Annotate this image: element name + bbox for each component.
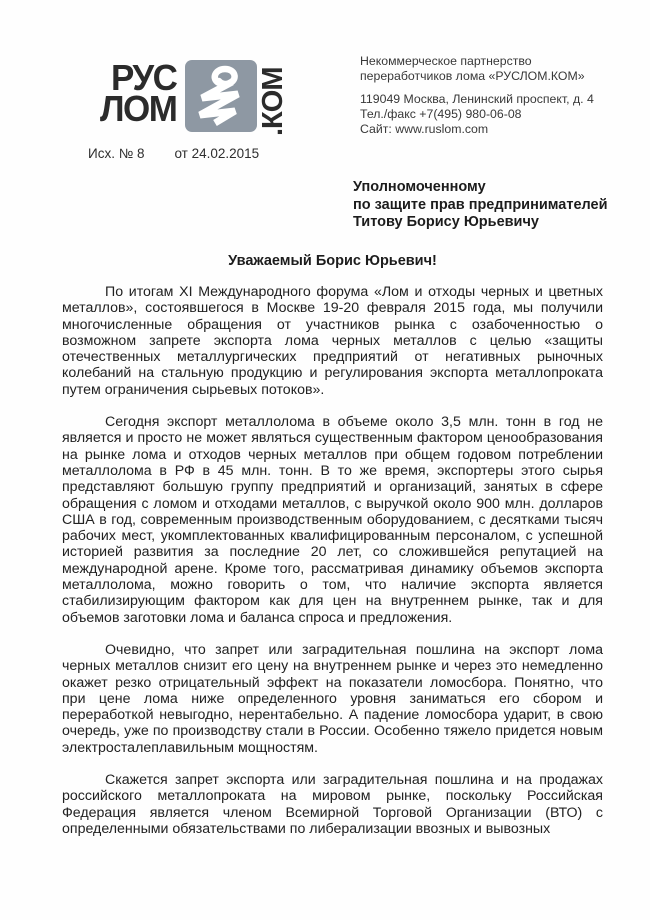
org-name <box>360 54 630 84</box>
paragraph-2: Сегодня экспорт металлолома в объеме около 3,5 млн. тонн в год не является и просто не может являться существенным фактором ценообразования на рынке лома и отходов черных металлов при общем годовом потреблении металлолома в РФ в 45 млн. тонн. В то же время, экспортеры этого сырья представляют большую группу предприятий и организаций, занятых в сфере обращения с ломом и отходами металлов, с выручкой около 900 млн. долларов США в год, современным производственным оборудованием, с десятками тысяч рабочих мест, укомплектованных квалифицированным персоналом, с успешной историей развития за последние 20 лет, со сложившейся репутацией на международной арене. Кроме того, рассматривая динамику объемов экспорта металлолома, можно говорить о том, что наличие экспорта является стабилизирующим фактором как для цен на внутреннем рынке, так и для объемов заготовки лома и баланса спроса и предложения. <box>62 414 603 626</box>
org-address: 119049 Москва, Ленинский проспект, д. 4 <box>360 92 594 106</box>
paragraph-3: Очевидно, что запрет или заградительная пошлина на экспорт лома черных металлов снизит его цену на внутреннем рынке и через это немедленно окажет резко отрицательный эффект на показатели ломосбора. Понятно, что при цене лома ниже определенного уровня заниматься его сбором и переработкой невыгодно, нерентабельно. А падение ломосбора ударит, в свою очередь, уже по производству стали в России. Особенно тяжело придется новым электросталеплавильным мощностям. <box>62 641 603 756</box>
recipient-line3: Титову Борису Юрьевичу <box>353 214 539 230</box>
recipient-block <box>353 179 608 232</box>
paragraph-4: Скажется запрет экспорта или заградительная пошлина и на продажах российского металлопроката на мировом рынке, поскольку Российская Федерация является членом Всемирной Торговой Организации (ВТО) с определенными обязательствами по либерализации ввозных и вывозных <box>62 772 603 837</box>
org-contacts <box>360 92 630 137</box>
paragraph-1: По итогам XI Международного форума «Лом и отходы черных и цветных металлов», состоявшегося в Москве 19-20 февраля 2015 года, мы получили многочисленные обращения от участников рынка с озабоченностью о возможном запрете экспорта лома черных металлов с целью «защиты отечественных металлургических предприятий от негативных рыночных колебаний на стальную продукцию и регулирования экспорта металлопроката путем ограничения сырьевых потоков». <box>62 284 603 398</box>
recipient-line2: по защите прав предпринимателей <box>353 196 608 213</box>
org-website: Сайт: www.ruslom.com <box>360 122 489 136</box>
org-phone: Тел./факс +7(495) 980-06-08 <box>360 107 522 121</box>
ruslom-logo <box>100 57 290 136</box>
letter-body <box>62 284 603 853</box>
org-name-line2: переработчиков лома «РУСЛОМ.КОМ» <box>360 69 585 83</box>
logo-line-lom: ЛОМ <box>100 88 177 130</box>
reference-line <box>88 146 259 161</box>
scrap-swirl-icon <box>185 60 257 132</box>
logo-kom-suffix: .КОМ <box>257 67 290 136</box>
ref-date: от 24.02.2015 <box>174 146 260 161</box>
org-name-line1: Некоммерческое партнерство <box>360 54 532 68</box>
org-info-block <box>360 54 630 145</box>
logo-wordmark <box>100 57 177 130</box>
recipient-line1: Уполномоченному <box>353 179 486 195</box>
logo-square <box>185 60 257 132</box>
salutation: Уважаемый Борис Юрьевич! <box>228 253 437 269</box>
ref-number: Исх. № 8 <box>88 146 145 161</box>
logo-line-rus: РУС <box>111 57 177 99</box>
